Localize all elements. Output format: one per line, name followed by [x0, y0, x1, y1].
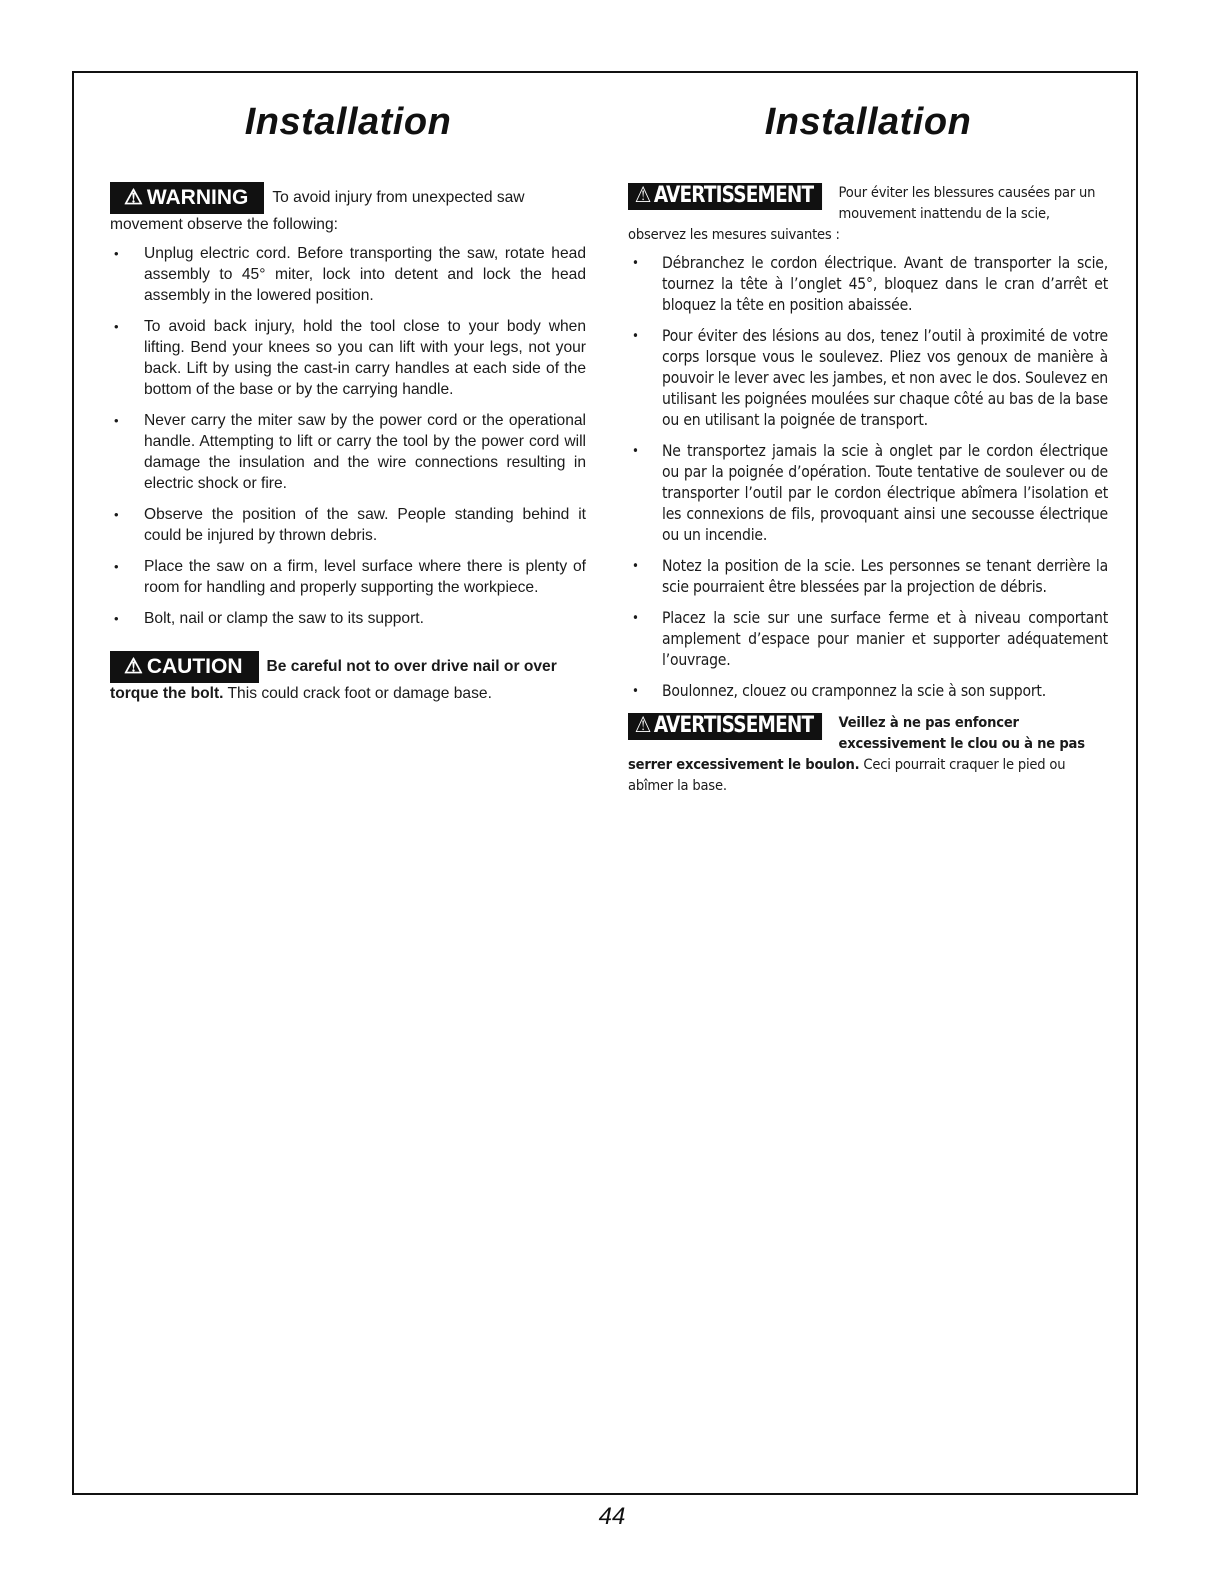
caution-triangle-icon: ⚠: [634, 713, 651, 738]
list-item: • Observe the position of the saw. People standing behind it could be injured by thrown debris.: [110, 504, 586, 546]
french-caution-block: [628, 712, 1108, 796]
caution-rest-text: This could crack foot or damage base.: [223, 685, 492, 702]
caution-bold-text: Be careful not to over drive nail or over torque the bolt.: [110, 658, 557, 702]
english-title: Installation: [244, 101, 452, 143]
avertissement-signal-word: [628, 183, 822, 210]
french-warning-paragraph: [628, 182, 1108, 245]
warning-triangle-icon: ⚠: [634, 183, 651, 208]
caution-label: CAUTION: [146, 655, 243, 678]
english-warning-paragraph: [110, 182, 586, 235]
list-item: • To avoid back injury, hold the tool close to your body when lifting. Bend your knees so you can lift with your legs, not your back. Lift by using the cast-in carry handles at each side of the bottom of the base or by the carrying handle.: [110, 316, 586, 400]
list-item: • Never carry the miter saw by the power cord or the operational handle. Attempting to lift or carry the tool by the power cord will damage the insulation and the wire connections resulting in electric shock or fire.: [110, 410, 586, 494]
english-caution-paragraph: [110, 651, 586, 704]
list-item: • Place the saw on a firm, level surface where there is plenty of room for handling and properly supporting the workpiece.: [110, 556, 586, 598]
french-bullet-list: [628, 253, 1108, 702]
list-item: • Boulonnez, clouez ou cramponnez la scie à son support.: [628, 681, 1108, 702]
warning-triangle-icon: ⚠: [124, 186, 143, 209]
french-column: [628, 101, 1108, 796]
list-item: • Pour éviter des lésions au dos, tenez l’outil à proximité de votre corps lorsque vous le soulevez. Pliez vos genoux de manière à pouvoir le lever avec les jambes, et non avec le dos. Soulevez en utilisant les poignées moulées sur chaque côté au bas de la base ou en utilisant la poignée de transport.: [628, 326, 1108, 431]
list-item: • Débranchez le cordon électrique. Avant de transporter la scie, tournez la tête à l’onglet 45°, bloquez dans le cran d’arrêt et bloquez la tête en position abaissée.: [628, 253, 1108, 316]
avertissement-label: AVERTISSEMENT: [653, 183, 814, 208]
french-caution-paragraph: [628, 712, 1108, 796]
french-caution-rest-text: Ceci pourrait craquer le pied ou abîmer la base.: [628, 756, 1066, 794]
list-item: • Unplug electric cord. Before transporting the saw, rotate head assembly to 45° miter, lock into detent and lock the head assembly in the lowered position.: [110, 243, 586, 306]
list-item: • Ne transportez jamais la scie à onglet par le cordon électrique ou par la poignée d’opération. Toute tentative de soulever ou de transporter l’outil par le cordon électrique abîmera l’isolation et les connexions de fils, provoquant ainsi une secousse électrique ou un incendie.: [628, 441, 1108, 546]
french-title: Installation: [764, 101, 972, 143]
list-item: • Placez la scie sur une surface ferme et à niveau comportant amplement d’espace pour manier et supporter adéquatement l’ouvrage.: [628, 608, 1108, 671]
english-column: [110, 101, 586, 704]
caution-signal-word: [110, 651, 259, 683]
english-bullet-list: [110, 243, 586, 629]
french-warning-intro-text: Pour éviter les blessures causées par un mouvement inattendu de la scie, observez les mesures suivantes :: [628, 184, 1096, 243]
avertissement-caution-signal-word: [628, 713, 822, 740]
warning-signal-word: [110, 182, 264, 214]
page-frame: [72, 71, 1138, 1495]
caution-triangle-icon: ⚠: [124, 655, 143, 678]
warning-label: WARNING: [146, 186, 249, 209]
english-caution-block: [110, 651, 586, 704]
avertissement-caution-label: AVERTISSEMENT: [653, 713, 814, 738]
french-caution-bold-text: Veillez à ne pas enfoncer excessivement le clou ou à ne pas serrer excessivement le boulon.: [628, 714, 1085, 773]
warning-intro-text: To avoid injury from unexpected saw movement observe the following:: [110, 189, 525, 233]
list-item: • Bolt, nail or clamp the saw to its support.: [110, 608, 586, 629]
page-number: 44: [598, 1503, 626, 1530]
list-item: • Notez la position de la scie. Les personnes se tenant derrière la scie pourraient être blessées par la projection de débris.: [628, 556, 1108, 598]
